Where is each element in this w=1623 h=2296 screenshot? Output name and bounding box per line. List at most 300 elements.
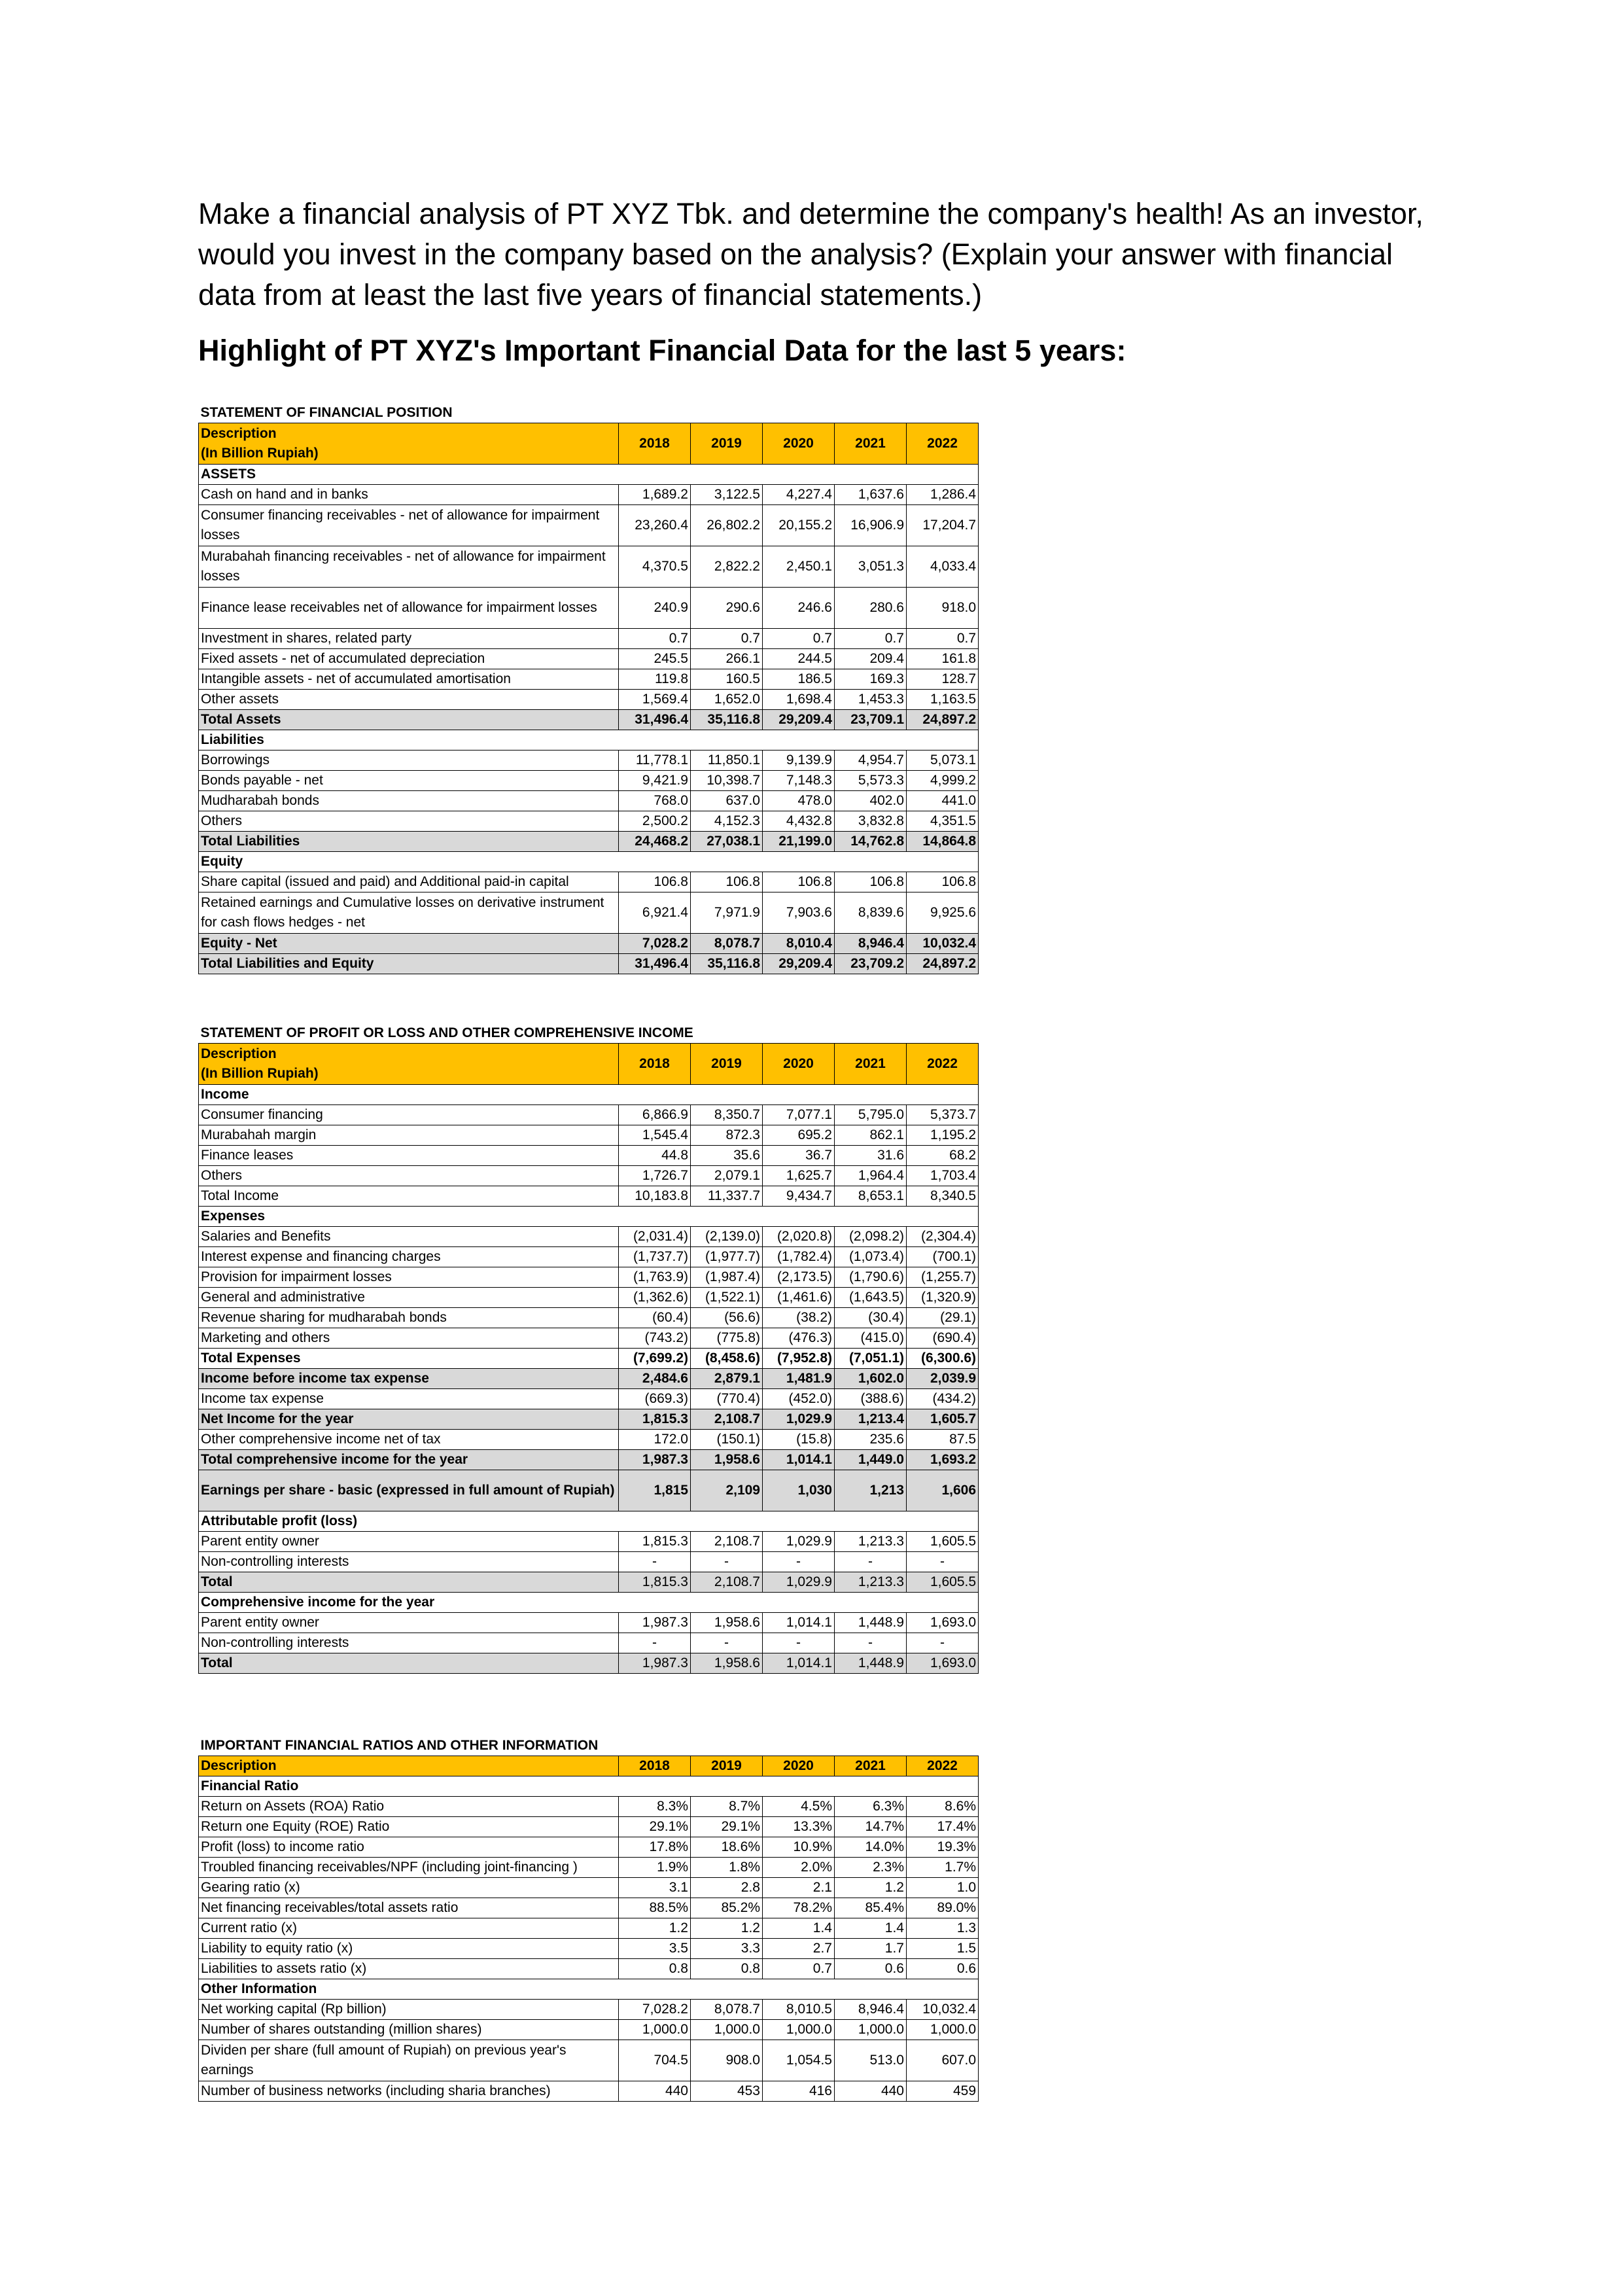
table-row <box>199 872 979 892</box>
row-value: 8,340.5 <box>907 1186 979 1207</box>
row-value: 8,946.4 <box>835 2000 907 2020</box>
row-value: 1,815.3 <box>619 1409 691 1430</box>
row-value: 17,204.7 <box>907 505 979 546</box>
row-value: 280.6 <box>835 588 907 629</box>
row-value: 235.6 <box>835 1430 907 1450</box>
table-header-row <box>199 1756 979 1776</box>
row-value: 2.8 <box>691 1878 763 1898</box>
row-value <box>907 1511 979 1532</box>
row-value: 1,030 <box>763 1470 835 1511</box>
row-value <box>691 1207 763 1227</box>
table-row <box>199 852 979 872</box>
row-label: Liabilities to assets ratio (x) <box>199 1959 619 1979</box>
row-value: 9,139.9 <box>763 751 835 771</box>
row-value: 8.6% <box>907 1797 979 1817</box>
table-row <box>199 1613 979 1633</box>
row-value: 11,850.1 <box>691 751 763 771</box>
row-value: 4.5% <box>763 1797 835 1817</box>
row-value: 3,122.5 <box>691 485 763 505</box>
row-label: Parent entity owner <box>199 1613 619 1633</box>
row-label: Consumer financing <box>199 1105 619 1125</box>
row-value: (770.4) <box>691 1389 763 1409</box>
row-value: 1,693.0 <box>907 1613 979 1633</box>
table-row <box>199 505 979 546</box>
row-value: 106.8 <box>835 872 907 892</box>
table-row <box>199 934 979 954</box>
row-value: 78.2% <box>763 1898 835 1918</box>
table-row <box>199 1918 979 1939</box>
header-year: 2020 <box>763 1044 835 1085</box>
row-value: 1.4 <box>763 1918 835 1939</box>
row-value: 2.0% <box>763 1858 835 1878</box>
row-value: 1,958.6 <box>691 1450 763 1470</box>
row-value: 186.5 <box>763 669 835 690</box>
row-value: 36.7 <box>763 1146 835 1166</box>
row-value: 169.3 <box>835 669 907 690</box>
row-value <box>835 730 907 751</box>
row-value: 1,703.4 <box>907 1166 979 1186</box>
row-label: Return one Equity (ROE) Ratio <box>199 1817 619 1837</box>
row-value: (2,031.4) <box>619 1227 691 1247</box>
row-value: 8,078.7 <box>691 2000 763 2020</box>
row-value <box>907 1979 979 2000</box>
row-label: Consumer financing receivables - net of allowance for impairment losses <box>199 505 619 546</box>
row-value: 0.7 <box>619 629 691 649</box>
header-description: Description <box>199 1756 619 1776</box>
row-value: 4,152.3 <box>691 811 763 832</box>
row-value: 8,653.1 <box>835 1186 907 1207</box>
row-value: 1,545.4 <box>619 1125 691 1146</box>
row-value: (7,699.2) <box>619 1349 691 1369</box>
row-value: 24,468.2 <box>619 832 691 852</box>
row-value: 14,762.8 <box>835 832 907 852</box>
row-value: 161.8 <box>907 649 979 669</box>
row-value <box>619 1593 691 1613</box>
row-value: 1,602.0 <box>835 1369 907 1389</box>
row-label: Parent entity owner <box>199 1532 619 1552</box>
row-value: 1,014.1 <box>763 1450 835 1470</box>
row-value: 1,286.4 <box>907 485 979 505</box>
row-label: Gearing ratio (x) <box>199 1878 619 1898</box>
table-row <box>199 1166 979 1186</box>
table-row <box>199 1633 979 1653</box>
row-value: - <box>763 1552 835 1572</box>
table-row <box>199 710 979 730</box>
row-value: - <box>907 1552 979 1572</box>
row-value: 1,213.4 <box>835 1409 907 1430</box>
row-value: - <box>691 1633 763 1653</box>
row-value: 2,450.1 <box>763 546 835 588</box>
row-value: 5,795.0 <box>835 1105 907 1125</box>
row-value: (38.2) <box>763 1308 835 1328</box>
table-row <box>199 1247 979 1267</box>
row-label: Cash on hand and in banks <box>199 485 619 505</box>
row-value: 453 <box>691 2081 763 2102</box>
row-value: (150.1) <box>691 1430 763 1450</box>
table-row <box>199 546 979 588</box>
row-value: 513.0 <box>835 2040 907 2081</box>
row-value: (15.8) <box>763 1430 835 1450</box>
row-value: 14.7% <box>835 1817 907 1837</box>
row-value: 1,000.0 <box>763 2020 835 2040</box>
table-row <box>199 465 979 485</box>
table-row <box>199 2000 979 2020</box>
row-label: Revenue sharing for mudharabah bonds <box>199 1308 619 1328</box>
table-row <box>199 791 979 811</box>
row-value: 1,815 <box>619 1470 691 1511</box>
row-value: 10,032.4 <box>907 934 979 954</box>
row-label: Other comprehensive income net of tax <box>199 1430 619 1450</box>
row-value <box>835 1511 907 1532</box>
row-value: 17.8% <box>619 1837 691 1858</box>
row-label: Others <box>199 811 619 832</box>
row-value: 7,971.9 <box>691 892 763 934</box>
row-value: 31,496.4 <box>619 954 691 974</box>
row-label: Total Expenses <box>199 1349 619 1369</box>
row-value: 1,448.9 <box>835 1653 907 1674</box>
header-year: 2018 <box>619 423 691 465</box>
row-value <box>691 1511 763 1532</box>
row-value <box>835 1207 907 1227</box>
row-label: Troubled financing receivables/NPF (including joint-financing ) <box>199 1858 619 1878</box>
row-value: (1,737.7) <box>619 1247 691 1267</box>
row-value: 19.3% <box>907 1837 979 1858</box>
row-label: Fixed assets - net of accumulated depreciation <box>199 649 619 669</box>
row-value <box>907 1593 979 1613</box>
row-value: 3,832.8 <box>835 811 907 832</box>
row-value: 1.8% <box>691 1858 763 1878</box>
row-value: 31,496.4 <box>619 710 691 730</box>
row-value: 1.7% <box>907 1858 979 1878</box>
table-row <box>199 1552 979 1572</box>
row-label: Other assets <box>199 690 619 710</box>
row-label: Other Information <box>199 1979 619 2000</box>
row-value: 14.0% <box>835 1837 907 1858</box>
header-year: 2019 <box>691 1044 763 1085</box>
header-year: 2019 <box>691 1756 763 1776</box>
row-value: 7,077.1 <box>763 1105 835 1125</box>
row-value: 44.8 <box>619 1146 691 1166</box>
row-value: 8,010.5 <box>763 2000 835 2020</box>
row-value: (2,020.8) <box>763 1227 835 1247</box>
row-value: 5,073.1 <box>907 751 979 771</box>
row-value: 0.7 <box>835 629 907 649</box>
row-value: 1,987.3 <box>619 1653 691 1674</box>
row-value: 1,029.9 <box>763 1572 835 1593</box>
row-value: 1,689.2 <box>619 485 691 505</box>
ratios-table <box>198 1736 979 2102</box>
row-label: Net working capital (Rp billion) <box>199 2000 619 2020</box>
row-label: Number of shares outstanding (million shares) <box>199 2020 619 2040</box>
row-value <box>835 1776 907 1797</box>
row-value: 0.7 <box>763 629 835 649</box>
row-value: 8.7% <box>691 1797 763 1817</box>
row-value: 24,897.2 <box>907 710 979 730</box>
table-title-row <box>199 1736 979 1756</box>
row-value: 1,481.9 <box>763 1369 835 1389</box>
row-value: (1,362.6) <box>619 1288 691 1308</box>
row-value: 87.5 <box>907 1430 979 1450</box>
row-value: 8.3% <box>619 1797 691 1817</box>
table-row <box>199 1511 979 1532</box>
row-label: Retained earnings and Cumulative losses on derivative instrument for cash flows hedges - net <box>199 892 619 934</box>
row-value: 1,693.0 <box>907 1653 979 1674</box>
row-value: (6,300.6) <box>907 1349 979 1369</box>
row-value: 8,010.4 <box>763 934 835 954</box>
row-label: Return on Assets (ROA) Ratio <box>199 1797 619 1817</box>
row-value: 2,109 <box>691 1470 763 1511</box>
row-value: 1.2 <box>835 1878 907 1898</box>
row-label: Current ratio (x) <box>199 1918 619 1939</box>
row-value <box>619 1776 691 1797</box>
row-value: 2,039.9 <box>907 1369 979 1389</box>
row-value: (30.4) <box>835 1308 907 1328</box>
row-value <box>691 1593 763 1613</box>
row-value <box>763 1207 835 1227</box>
row-label: Non-controlling interests <box>199 1633 619 1653</box>
row-label: Equity <box>199 852 619 872</box>
row-value: 4,227.4 <box>763 485 835 505</box>
balance-sheet-table <box>198 403 979 974</box>
table-row <box>199 588 979 629</box>
row-value: 1.2 <box>691 1918 763 1939</box>
row-value: 2.7 <box>763 1939 835 1959</box>
row-label: ASSETS <box>199 465 619 485</box>
table-row <box>199 1267 979 1288</box>
row-value: 2,108.7 <box>691 1409 763 1430</box>
row-value: 1,964.4 <box>835 1166 907 1186</box>
table-row <box>199 1308 979 1328</box>
row-value: (7,952.8) <box>763 1349 835 1369</box>
row-value: 0.8 <box>691 1959 763 1979</box>
header-year: 2018 <box>619 1756 691 1776</box>
row-value: (388.6) <box>835 1389 907 1409</box>
row-label: Number of business networks (including sharia branches) <box>199 2081 619 2102</box>
row-value: 3.5 <box>619 1939 691 1959</box>
table-row <box>199 1227 979 1247</box>
row-label: Mudharabah bonds <box>199 791 619 811</box>
row-value: 768.0 <box>619 791 691 811</box>
row-value: 1,815.3 <box>619 1532 691 1552</box>
row-value: 1,625.7 <box>763 1166 835 1186</box>
row-label: Total Assets <box>199 710 619 730</box>
row-value: 2,484.6 <box>619 1369 691 1389</box>
row-value: 4,432.8 <box>763 811 835 832</box>
row-value: 106.8 <box>619 872 691 892</box>
row-value: 89.0% <box>907 1898 979 1918</box>
row-value: 160.5 <box>691 669 763 690</box>
row-value: (60.4) <box>619 1308 691 1328</box>
row-value: 1,606 <box>907 1470 979 1511</box>
row-value <box>835 465 907 485</box>
table-title: STATEMENT OF FINANCIAL POSITION <box>200 405 453 420</box>
row-value: (1,320.9) <box>907 1288 979 1308</box>
row-label: Income tax expense <box>199 1389 619 1409</box>
row-value: 1.4 <box>835 1918 907 1939</box>
row-label: Finance lease receivables net of allowance for impairment losses <box>199 588 619 629</box>
row-value: 128.7 <box>907 669 979 690</box>
table-row <box>199 1837 979 1858</box>
header-year: 2019 <box>691 423 763 465</box>
table-row <box>199 1470 979 1511</box>
row-label: Marketing and others <box>199 1328 619 1349</box>
row-value: 68.2 <box>907 1146 979 1166</box>
table-row <box>199 1430 979 1450</box>
row-value <box>619 465 691 485</box>
table-row <box>199 1125 979 1146</box>
header-year: 2022 <box>907 1044 979 1085</box>
table-title: STATEMENT OF PROFIT OR LOSS AND OTHER COMPREHENSIVE INCOME <box>200 1025 693 1040</box>
header-year: 2018 <box>619 1044 691 1085</box>
row-value: (2,098.2) <box>835 1227 907 1247</box>
row-value: 35.6 <box>691 1146 763 1166</box>
row-value <box>907 1776 979 1797</box>
row-value: 416 <box>763 2081 835 2102</box>
row-value: 209.4 <box>835 649 907 669</box>
row-value: 9,434.7 <box>763 1186 835 1207</box>
table-row <box>199 1328 979 1349</box>
row-value: 13.3% <box>763 1817 835 1837</box>
row-value: (700.1) <box>907 1247 979 1267</box>
row-value: 6,921.4 <box>619 892 691 934</box>
row-value: 637.0 <box>691 791 763 811</box>
table-row <box>199 832 979 852</box>
row-value: 3.3 <box>691 1939 763 1959</box>
row-value: 4,954.7 <box>835 751 907 771</box>
row-value: 1,987.3 <box>619 1613 691 1633</box>
table-row <box>199 1797 979 1817</box>
row-value: (415.0) <box>835 1328 907 1349</box>
row-value: (1,073.4) <box>835 1247 907 1267</box>
row-value: 459 <box>907 2081 979 2102</box>
table-row <box>199 1369 979 1389</box>
row-value: 85.2% <box>691 1898 763 1918</box>
row-value <box>763 852 835 872</box>
row-label: Total Liabilities and Equity <box>199 954 619 974</box>
row-value: 478.0 <box>763 791 835 811</box>
table-row <box>199 1085 979 1105</box>
row-value <box>907 1207 979 1227</box>
row-value: 11,778.1 <box>619 751 691 771</box>
row-value: 11,337.7 <box>691 1186 763 1207</box>
table-header-row <box>199 1044 979 1085</box>
row-value <box>907 1085 979 1105</box>
row-value: 2.1 <box>763 1878 835 1898</box>
row-value: 1,652.0 <box>691 690 763 710</box>
table-row <box>199 1389 979 1409</box>
row-value: 23,709.1 <box>835 710 907 730</box>
row-value: 23,260.4 <box>619 505 691 546</box>
row-value: 4,033.4 <box>907 546 979 588</box>
table-row <box>199 1572 979 1593</box>
row-value: 16,906.9 <box>835 505 907 546</box>
row-label: Dividen per share (full amount of Rupiah) on previous year's earnings <box>199 2040 619 2081</box>
row-value: (1,763.9) <box>619 1267 691 1288</box>
row-value: 20,155.2 <box>763 505 835 546</box>
row-label: Net Income for the year <box>199 1409 619 1430</box>
row-label: Total Liabilities <box>199 832 619 852</box>
row-label: Provision for impairment losses <box>199 1267 619 1288</box>
header-year: 2020 <box>763 423 835 465</box>
row-value: 1,693.2 <box>907 1450 979 1470</box>
row-value: 402.0 <box>835 791 907 811</box>
row-value: 9,421.9 <box>619 771 691 791</box>
table-row <box>199 2040 979 2081</box>
row-value: 21,199.0 <box>763 832 835 852</box>
row-value <box>763 1511 835 1532</box>
row-value <box>619 852 691 872</box>
row-value: 1,163.5 <box>907 690 979 710</box>
header-description: Description (In Billion Rupiah) <box>199 423 619 465</box>
table-row <box>199 751 979 771</box>
row-value: 14,864.8 <box>907 832 979 852</box>
header-year: 2021 <box>835 1044 907 1085</box>
row-value <box>691 852 763 872</box>
row-value: - <box>691 1552 763 1572</box>
row-value <box>763 465 835 485</box>
row-value: (1,461.6) <box>763 1288 835 1308</box>
row-value: 3,051.3 <box>835 546 907 588</box>
table-row <box>199 730 979 751</box>
table-row <box>199 1776 979 1797</box>
table-row <box>199 771 979 791</box>
row-value: 10,183.8 <box>619 1186 691 1207</box>
row-value: 2.3% <box>835 1858 907 1878</box>
row-value: 2,822.2 <box>691 546 763 588</box>
row-label: Comprehensive income for the year <box>199 1593 619 1613</box>
row-value: 29.1% <box>619 1817 691 1837</box>
row-label: Borrowings <box>199 751 619 771</box>
row-value: 441.0 <box>907 791 979 811</box>
row-value: (452.0) <box>763 1389 835 1409</box>
row-value: 1,014.1 <box>763 1613 835 1633</box>
row-value: 1,569.4 <box>619 690 691 710</box>
row-value: 8,078.7 <box>691 934 763 954</box>
row-label: Liability to equity ratio (x) <box>199 1939 619 1959</box>
row-value: 31.6 <box>835 1146 907 1166</box>
row-value: 172.0 <box>619 1430 691 1450</box>
row-value: 1,958.6 <box>691 1613 763 1633</box>
row-value: 872.3 <box>691 1125 763 1146</box>
row-label: Total comprehensive income for the year <box>199 1450 619 1470</box>
table-row <box>199 1532 979 1552</box>
row-value: 10,398.7 <box>691 771 763 791</box>
row-label: General and administrative <box>199 1288 619 1308</box>
row-value <box>907 465 979 485</box>
table-row <box>199 1817 979 1837</box>
row-value: (29.1) <box>907 1308 979 1328</box>
row-value: 1,000.0 <box>907 2020 979 2040</box>
assignment-prompt: Make a financial analysis of PT XYZ Tbk. and determine the company's health! As an investor, would you invest in the company based on the analysis? (Explain your answer with financial data from at least the last five years of financial statements.) <box>198 197 1423 311</box>
row-value: 290.6 <box>691 588 763 629</box>
row-value: 1.0 <box>907 1878 979 1898</box>
row-value: 2,108.7 <box>691 1532 763 1552</box>
header-year: 2022 <box>907 423 979 465</box>
table-row <box>199 811 979 832</box>
table-row <box>199 1653 979 1674</box>
row-value: (669.3) <box>619 1389 691 1409</box>
row-value: (56.6) <box>691 1308 763 1328</box>
row-value <box>619 730 691 751</box>
row-value: 119.8 <box>619 669 691 690</box>
row-value: (2,139.0) <box>691 1227 763 1247</box>
row-value: - <box>835 1633 907 1653</box>
table-row <box>199 1959 979 1979</box>
row-value: 440 <box>619 2081 691 2102</box>
row-value: 918.0 <box>907 588 979 629</box>
row-value: 1,213.3 <box>835 1532 907 1552</box>
row-value: 4,351.5 <box>907 811 979 832</box>
